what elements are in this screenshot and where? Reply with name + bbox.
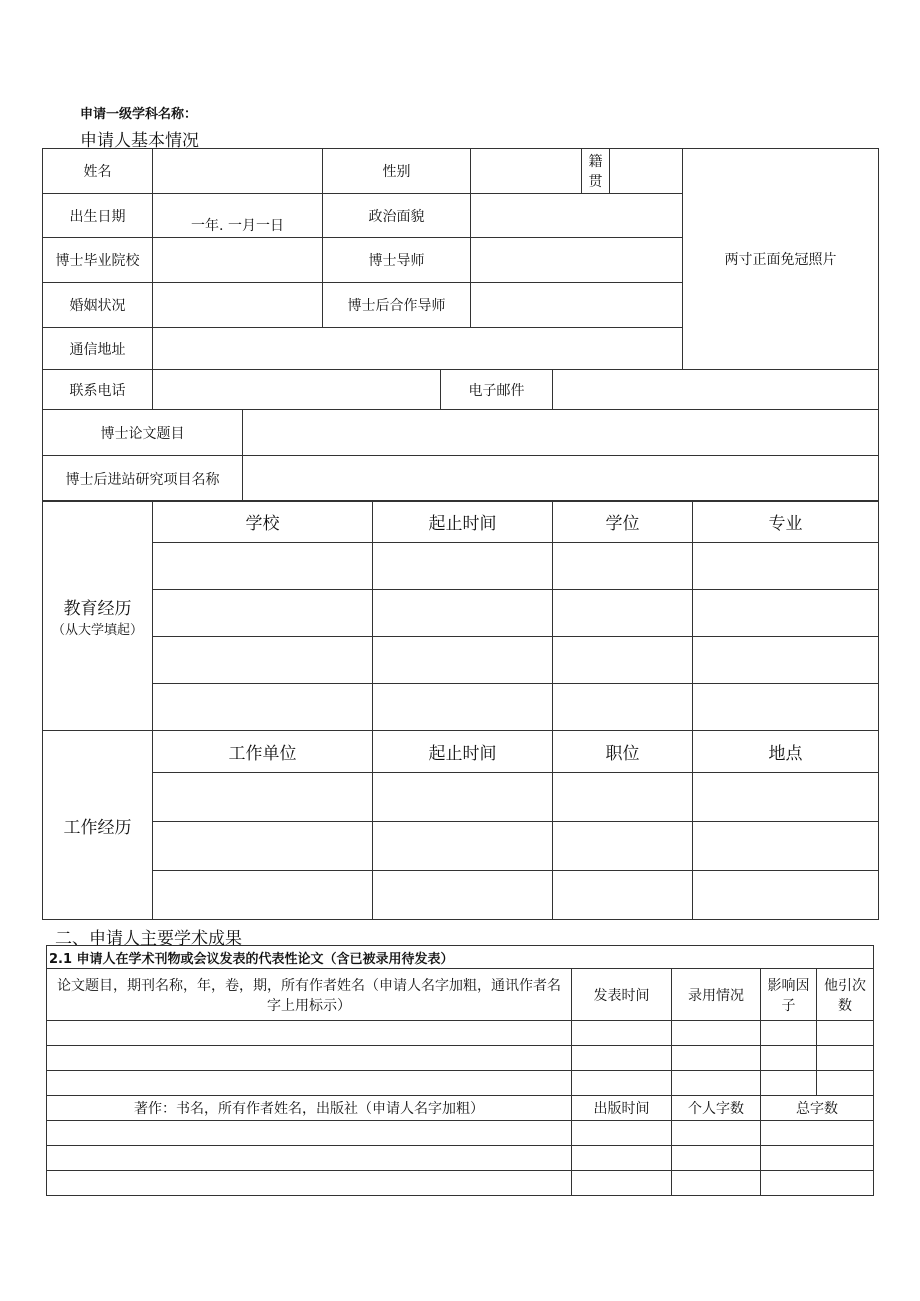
political-status-label: 政治面貌 [323, 194, 471, 238]
edu-cell[interactable] [373, 590, 553, 637]
work-cell[interactable] [553, 871, 693, 920]
experience-table [42, 500, 879, 920]
paper-cell[interactable] [47, 1021, 572, 1046]
edu-cell[interactable] [553, 543, 693, 590]
section2-title: 二、申请人主要学术成果 [55, 929, 242, 949]
edu-cell[interactable] [153, 684, 373, 731]
work-cell[interactable] [553, 773, 693, 822]
gender-field[interactable] [471, 149, 582, 194]
email-label: 电子邮件 [441, 370, 553, 410]
phone-field[interactable] [153, 370, 441, 410]
work-cell[interactable] [693, 871, 879, 920]
edu-cell[interactable] [693, 590, 879, 637]
paper-cell[interactable] [817, 1071, 874, 1096]
phd-school-field[interactable] [153, 238, 323, 283]
paper-citations-header: 他引次数 [817, 969, 874, 1021]
paper-cell[interactable] [47, 1071, 572, 1096]
work-cell[interactable] [373, 871, 553, 920]
paper-cell[interactable] [572, 1021, 672, 1046]
paper-impact-header: 影响因子 [761, 969, 817, 1021]
discipline-label: 申请一级学科名称： [80, 107, 198, 122]
book-cell[interactable] [572, 1146, 672, 1171]
native-place-field[interactable] [610, 149, 683, 194]
postdoc-advisor-label: 博士后合作导师 [323, 283, 471, 328]
gender-label: 性别 [323, 149, 471, 194]
paper-desc-header: 论文题目，期刊名称，年，卷，期，所有作者姓名（申请人名字加粗，通讯作者名字上用标示） [47, 969, 572, 1021]
edu-header-period: 起止时间 [373, 501, 553, 543]
book-personal-words-header: 个人字数 [672, 1096, 761, 1121]
edu-cell[interactable] [693, 684, 879, 731]
work-cell[interactable] [553, 822, 693, 871]
paper-cell[interactable] [672, 1046, 761, 1071]
political-status-field[interactable] [471, 194, 683, 238]
thesis-title-label: 博士论文题目 [43, 410, 243, 456]
edu-cell[interactable] [553, 637, 693, 684]
edu-header-school: 学校 [153, 501, 373, 543]
book-cell[interactable] [572, 1171, 672, 1196]
name-label: 姓名 [43, 149, 153, 194]
address-field[interactable] [153, 328, 683, 370]
marital-status-field[interactable] [153, 283, 323, 328]
publications-table [46, 945, 874, 1196]
work-cell[interactable] [693, 822, 879, 871]
book-cell[interactable] [761, 1171, 874, 1196]
edu-cell[interactable] [553, 684, 693, 731]
postdoc-advisor-field[interactable] [471, 283, 683, 328]
paper-pubtime-header: 发表时间 [572, 969, 672, 1021]
book-cell[interactable] [47, 1121, 572, 1146]
paper-status-header: 录用情况 [672, 969, 761, 1021]
marital-status-label: 婚姻状况 [43, 283, 153, 328]
phd-school-label: 博士毕业院校 [43, 238, 153, 283]
work-label: 工作经历 [43, 731, 153, 920]
book-cell[interactable] [761, 1121, 874, 1146]
book-total-words-header: 总字数 [761, 1096, 874, 1121]
phd-advisor-label: 博士导师 [323, 238, 471, 283]
birth-date-field[interactable]: 一年. 一月一日 [153, 194, 323, 238]
paper-cell[interactable] [572, 1071, 672, 1096]
phone-label: 联系电话 [43, 370, 153, 410]
edu-cell[interactable] [153, 543, 373, 590]
paper-cell[interactable] [761, 1021, 817, 1046]
education-label: 教育经历 [63, 598, 132, 619]
work-header-position: 职位 [553, 731, 693, 773]
work-header-location: 地点 [693, 731, 879, 773]
edu-header-degree: 学位 [553, 501, 693, 543]
paper-cell[interactable] [672, 1021, 761, 1046]
book-cell[interactable] [761, 1146, 874, 1171]
native-place-label: 籍贯 [582, 149, 610, 194]
edu-cell[interactable] [373, 543, 553, 590]
edu-cell[interactable] [373, 684, 553, 731]
paper-cell[interactable] [761, 1046, 817, 1071]
book-pubtime-header: 出版时间 [572, 1096, 672, 1121]
name-field[interactable] [153, 149, 323, 194]
book-cell[interactable] [672, 1121, 761, 1146]
work-cell[interactable] [373, 773, 553, 822]
postdoc-project-label: 博士后进站研究项目名称 [43, 456, 243, 502]
edu-cell[interactable] [153, 637, 373, 684]
work-header-period: 起止时间 [373, 731, 553, 773]
photo-box: 两寸正面免冠照片 [683, 149, 879, 370]
postdoc-project-field[interactable] [243, 456, 879, 502]
book-cell[interactable] [47, 1146, 572, 1171]
work-cell[interactable] [153, 773, 373, 822]
edu-cell[interactable] [153, 590, 373, 637]
work-cell[interactable] [153, 822, 373, 871]
work-cell[interactable] [693, 773, 879, 822]
email-field[interactable] [553, 370, 879, 410]
education-label-cell [43, 501, 153, 731]
address-label: 通信地址 [43, 328, 153, 370]
book-cell[interactable] [47, 1171, 572, 1196]
book-desc-header: 著作：书名，所有作者姓名，出版社（申请人名字加粗） [47, 1096, 572, 1121]
birth-date-label: 出生日期 [43, 194, 153, 238]
thesis-title-field[interactable] [243, 410, 879, 456]
paper-cell[interactable] [761, 1071, 817, 1096]
book-cell[interactable] [672, 1146, 761, 1171]
edu-cell[interactable] [553, 590, 693, 637]
book-cell[interactable] [672, 1171, 761, 1196]
edu-cell[interactable] [373, 637, 553, 684]
paper-cell[interactable] [572, 1046, 672, 1071]
paper-cell[interactable] [672, 1071, 761, 1096]
publications-subtitle: 2.1 申请人在学术刊物或会议发表的代表性论文（含已被录用待发表） [47, 946, 874, 969]
paper-cell[interactable] [817, 1046, 874, 1071]
section1-title: 申请人基本情况 [80, 131, 199, 151]
edu-cell[interactable] [693, 637, 879, 684]
phd-advisor-field[interactable] [471, 238, 683, 283]
edu-header-major: 专业 [693, 501, 879, 543]
basic-info-table [42, 148, 879, 502]
work-cell[interactable] [373, 822, 553, 871]
work-cell[interactable] [153, 871, 373, 920]
paper-cell[interactable] [817, 1021, 874, 1046]
book-cell[interactable] [572, 1121, 672, 1146]
paper-cell[interactable] [47, 1046, 572, 1071]
work-header-employer: 工作单位 [153, 731, 373, 773]
education-sublabel: （从大学填起） [51, 622, 143, 638]
edu-cell[interactable] [693, 543, 879, 590]
